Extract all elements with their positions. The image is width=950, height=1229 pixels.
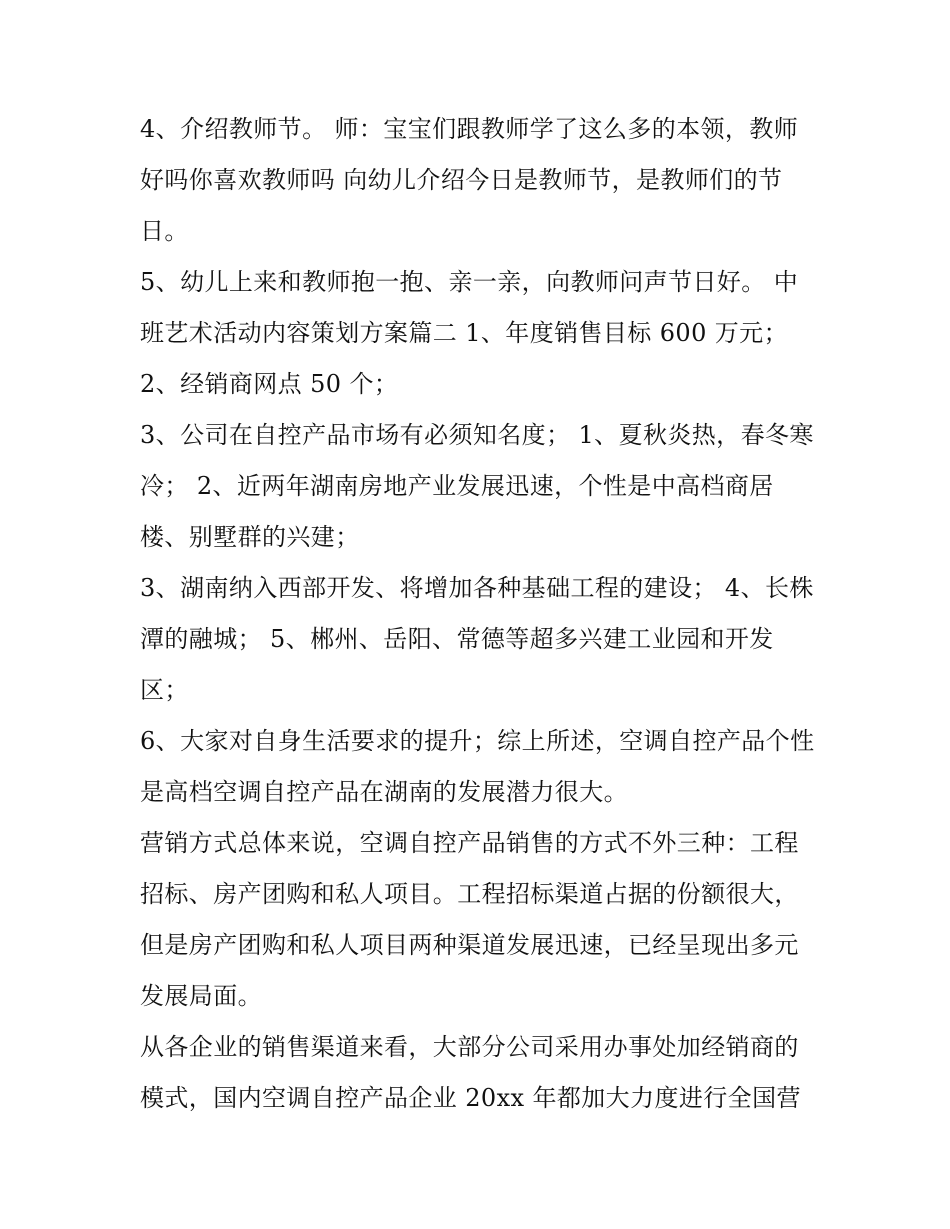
paragraph-hug-and-sales-target: 5、幼儿上来和教师抱一抱、亲一亲，向教师问声节日好。 中班艺术活动内容策划方案篇二 1、年度销售目标 600 万元；: [140, 268, 799, 347]
paragraph-dealer-outlets: 2、经销商网点 50 个；: [140, 370, 399, 398]
paragraph-marketing-methods: 营销方式总体来说，空调自控产品销售的方式不外三种：工程招标、房产团购和私人项目。工程招标渠道占据的份额很大，但是房产团购和私人项目两种渠道发展迅速，已经呈现出多元发展局面。: [140, 829, 799, 1010]
document-body: [140, 104, 820, 1124]
paragraph-teachers-day-intro: 4、介绍教师节。 师：宝宝们跟教师学了这么多的本领，教师好吗你喜欢教师吗 向幼儿介绍今日是教师节，是教师们的节日。: [140, 115, 799, 245]
paragraph-market-awareness: 3、公司在自控产品市场有必须知名度； 1、夏秋炎热，春冬寒冷； 2、近两年湖南房地产业发展迅速，个性是中高档商居楼、别墅群的兴建；: [140, 421, 814, 551]
paragraph-western-development: 3、湖南纳入西部开发、将增加各种基础工程的建设； 4、长株潭的融城； 5、郴州、岳阳、常德等超多兴建工业园和开发区；: [140, 574, 814, 704]
paragraph-living-standards: 6、大家对自身生活要求的提升；综上所述，空调自控产品个性是高档空调自控产品在湖南的发展潜力很大。: [140, 727, 815, 806]
paragraph-sales-channels: 从各企业的销售渠道来看，大部分公司采用办事处加经销商的模式，国内空调自控产品企业 20xx 年都加大力度进行全国营: [140, 1033, 801, 1112]
